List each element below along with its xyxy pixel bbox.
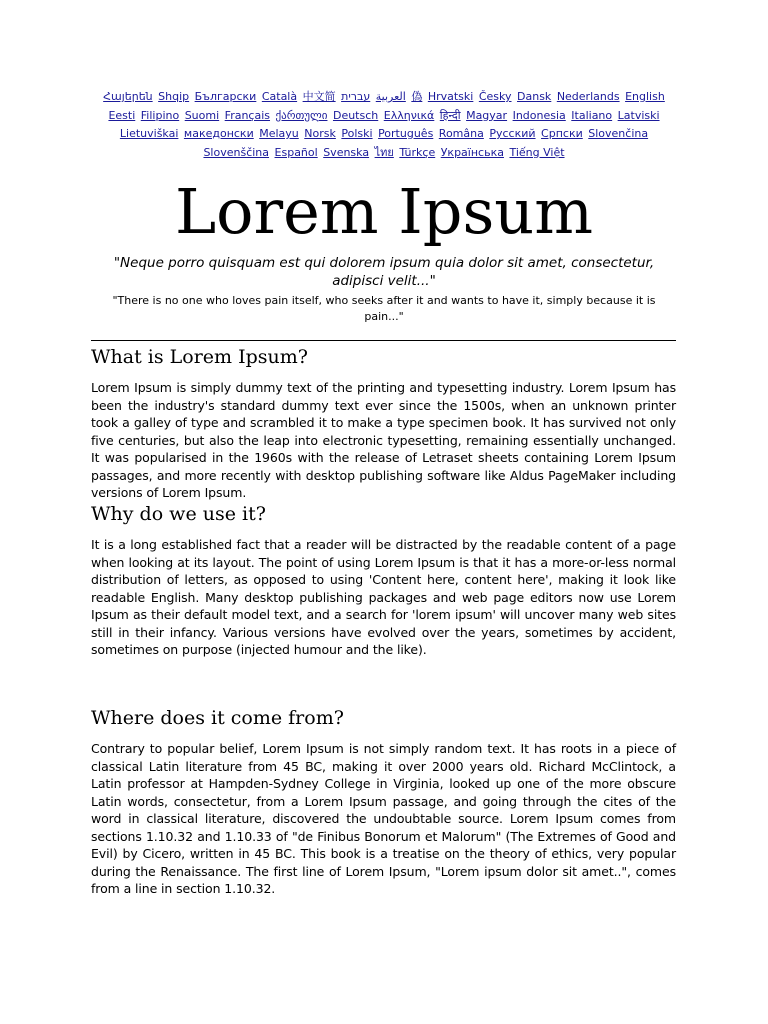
language-link[interactable]: Shqip (158, 90, 190, 103)
language-link[interactable]: Slovenščina (203, 145, 270, 159)
language-link[interactable]: Հայերեն (103, 90, 153, 103)
language-link[interactable]: ქართული (275, 108, 328, 122)
section-body (91, 379, 676, 502)
language-link[interactable]: Pусский (489, 127, 536, 140)
language-link[interactable]: العربية (375, 90, 406, 103)
language-link[interactable]: Eesti (108, 108, 136, 122)
divider (91, 340, 676, 341)
section-heading: Where does it come from? (91, 707, 344, 729)
language-link[interactable]: Italiano (571, 108, 613, 122)
quote-latin: "Neque porro quisquam est qui dolorem ipsum quia dolor sit amet, consectetur, adipisci velit..." (113, 255, 655, 289)
language-link[interactable]: македонски (183, 127, 254, 140)
language-link[interactable]: Latviski (617, 108, 660, 122)
language-link[interactable]: Ελληνικά (383, 108, 435, 122)
quote-english: "There is no one who loves pain itself, who seeks after it and wants to have it, simply because it is pain..." (112, 294, 656, 323)
language-link[interactable]: ไทย (374, 145, 394, 159)
language-link[interactable]: Українська (440, 145, 504, 159)
section-heading: What is Lorem Ipsum? (91, 346, 308, 368)
section-where-from (91, 705, 676, 898)
language-link[interactable]: Melayu (259, 127, 299, 140)
page-title: Lorem Ipsum (174, 175, 594, 248)
language-link[interactable]: Dansk (517, 90, 552, 103)
language-link[interactable]: 中文简 (302, 90, 336, 103)
language-link[interactable]: Norsk (304, 127, 336, 140)
language-link[interactable]: Српски (541, 127, 583, 140)
language-link[interactable]: Filipino (140, 108, 180, 122)
language-link[interactable]: Româna (438, 127, 484, 140)
language-link[interactable]: Nederlands (556, 90, 620, 103)
language-link[interactable]: Slovenčina (588, 127, 649, 140)
language-link[interactable]: Česky (478, 90, 512, 103)
section-body: Contrary to popular belief, Lorem Ipsum is not simply random text. It has roots in a piece of classical Latin literature from 45 BC, making it over 2000 years old. Richard McClintock, a Latin professor at Hampden-Sydney College in Virginia, looked up one of the more obscure Latin words, consectetur, from a Lorem Ipsum passage, and going through the cites of the word in classical literature, discovered the undoubtable source. Lorem Ipsum comes from sections 1.10.32 and 1.10.33 of "de Finibus Bonorum et Malorum" (The Extremes of Good and Evil) by Cicero, written in 45 BC. This book is a treatise on the theory of ethics, very popular during the Renaissance. The first line of Lorem Ipsum, "Lorem ipsum dolor sit amet..", comes from a line in section 1.10.32. (91, 741, 676, 896)
language-link[interactable]: Hrvatski (427, 90, 474, 103)
language-link[interactable]: Български (194, 90, 257, 103)
language-link[interactable]: Magyar (466, 108, 508, 122)
language-link[interactable]: Suomi (184, 108, 220, 122)
language-link[interactable]: Français (224, 108, 271, 122)
language-link[interactable]: 偽 (411, 90, 423, 103)
language-link[interactable]: Català (261, 90, 298, 103)
section-what-is (91, 344, 676, 502)
language-link[interactable]: עברית (341, 90, 371, 103)
language-link[interactable]: Svenska (323, 145, 370, 159)
language-link[interactable]: English (625, 90, 665, 103)
language-link[interactable]: Indonesia (512, 108, 566, 122)
language-link[interactable]: Polski (341, 127, 373, 140)
lead-term: Lorem Ipsum (91, 380, 172, 395)
language-link[interactable]: Deutsch (332, 108, 379, 122)
language-link[interactable]: हिन्दी (439, 108, 461, 122)
language-link[interactable]: Türkçe (399, 145, 436, 159)
language-link[interactable]: Tiếng Việt (509, 145, 565, 159)
language-link[interactable]: Português (378, 127, 434, 140)
section-body-text: is simply dummy text of the printing and typesetting industry. Lorem Ipsum has been the industry's standard dummy text ever since the 1500s, when an unknown printer took a galley of type and scrambled it to make a type specimen book. It has survived not only five centuries, but also the leap into electronic typesetting, remaining essentially unchanged. It was popularised in the 1960s with the release of Letraset sheets containing Lorem Ipsum passages, and more recently with desktop publishing software like Aldus PageMaker including versions of Lorem Ipsum. (91, 380, 676, 500)
language-link[interactable]: Lietuviškai (119, 127, 179, 140)
section-body: It is a long established fact that a reader will be distracted by the readable content of a page when looking at its layout. The point of using Lorem Ipsum is that it has a more-or-less normal distribution of letters, as opposed to using 'Content here, content here', making it look like readable English. Many desktop publishing packages and web page editors now use Lorem Ipsum as their default model text, and a search for 'lorem ipsum' will uncover many web sites still in their infancy. Various versions have evolved over the years, sometimes by accident, sometimes on purpose (injected humour and the like). (91, 537, 676, 657)
language-link[interactable]: Español (274, 145, 318, 159)
section-heading: Why do we use it? (91, 503, 266, 525)
language-links (88, 88, 680, 162)
section-why-use (91, 501, 676, 659)
